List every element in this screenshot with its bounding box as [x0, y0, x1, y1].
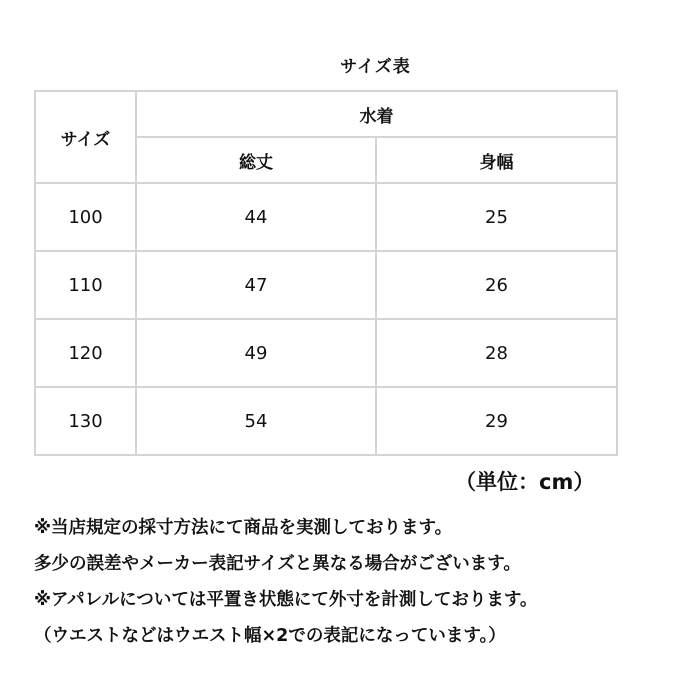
note-line: 多少の誤差やメーカー表記サイズと異なる場合がございます。 [34, 554, 521, 574]
size-table [34, 90, 618, 456]
size-column-header: サイズ [35, 91, 136, 183]
note-line: ※アパレルについては平置き状態にて外寸を計測しております。 [34, 590, 538, 610]
table-row [35, 319, 617, 387]
table-row [35, 387, 617, 455]
width-cell: 26 [376, 251, 617, 319]
size-cell: 110 [35, 251, 136, 319]
length-cell: 47 [136, 251, 376, 319]
table-row [35, 183, 617, 251]
page-title: サイズ表 [340, 57, 411, 77]
table-row [35, 251, 617, 319]
notes-section [34, 510, 694, 654]
swimwear-group-header: 水着 [136, 91, 617, 137]
length-column-header: 総丈 [136, 137, 376, 183]
table-header-row [35, 91, 617, 137]
length-cell: 44 [136, 183, 376, 251]
size-cell: 130 [35, 387, 136, 455]
note-line: （ウエストなどはウエスト幅×2での表記になっています。） [34, 626, 506, 646]
width-cell: 25 [376, 183, 617, 251]
unit-note: （単位：cm） [455, 470, 595, 494]
width-column-header: 身幅 [376, 137, 617, 183]
length-cell: 49 [136, 319, 376, 387]
size-cell: 120 [35, 319, 136, 387]
size-cell: 100 [35, 183, 136, 251]
width-cell: 28 [376, 319, 617, 387]
length-cell: 54 [136, 387, 376, 455]
width-cell: 29 [376, 387, 617, 455]
note-line: ※当店規定の採寸方法にて商品を実測しております。 [34, 518, 453, 538]
